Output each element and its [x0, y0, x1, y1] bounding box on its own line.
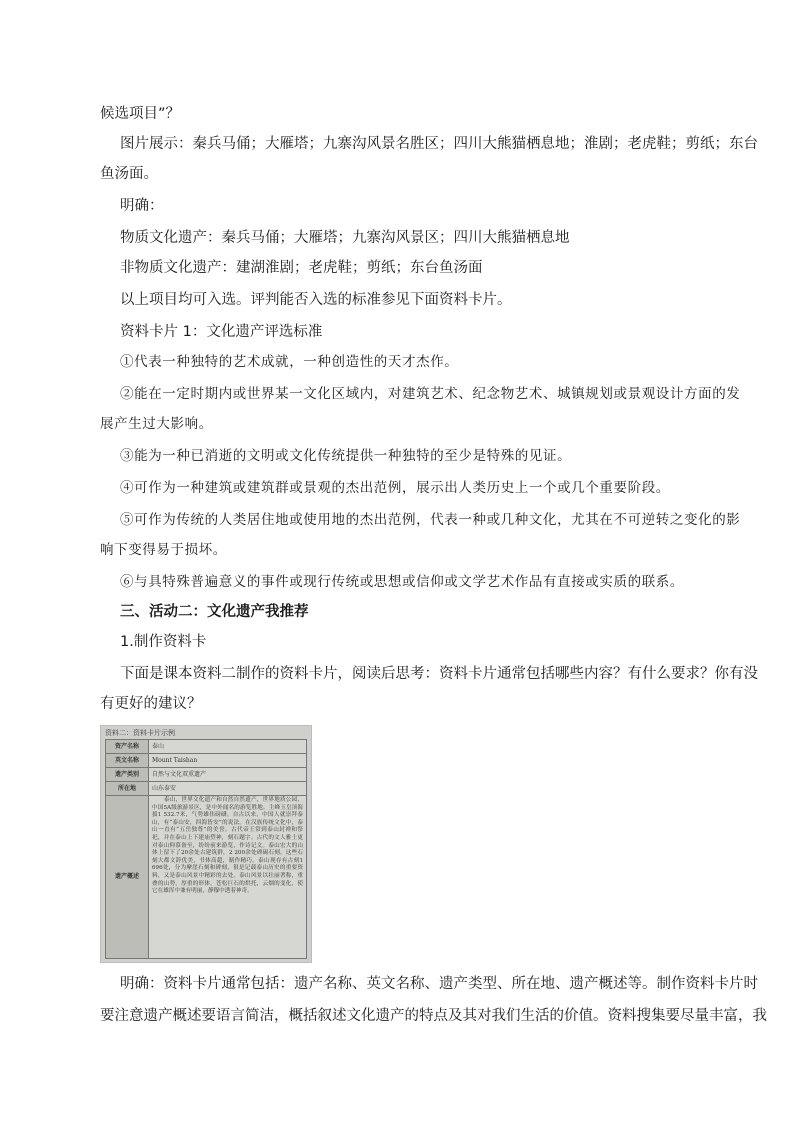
text-line: 非物质文化遗产：建湖淮剧；老虎鞋；剪纸；东台鱼汤面 [120, 260, 483, 276]
text-line: 图片展示：秦兵马俑；大雁塔；九寨沟风景名胜区；四川大熊猫栖息地；淮剧；老虎鞋；剪纸；东台 [120, 136, 758, 152]
card-value: 自然与文化双重遗产 [149, 768, 307, 782]
text-line: 以上项目均可入选。评判能否入选的标准参见下面资料卡片。 [120, 292, 512, 308]
criterion-5-cont: 响下变得易于损坏。 [100, 542, 227, 558]
criterion-5: ⑤可作为传统的人类居住地或使用地的杰出范例，代表一种或几种文化，尤其在不可逆转之变化的影 [120, 512, 741, 528]
criterion-2: ②能在一定时期内或世界某一文化区域内，对建筑艺术、纪念物艺术、城镇规划或景观设计方面的发 [120, 386, 741, 402]
section-heading: 三、活动二：文化遗产我推荐 [120, 604, 309, 620]
card-description: 泰山，世界文化遗产和自然自然遗产，世界地质公园，中国5A级旅游景区，是中外闻名的游览胜地。主峰玉皇顶海拔1 532.7米，气势雄伟磅礴。自古以来，中国人就崇拜泰山，有“泰山安，四海皆安”的说法。在汉族传统文化中，泰山一直有“五岳独尊”的美誉。古代帝王常到泰山封禅和祭祀，并在泰山上下建庙塑神，刻石题字。古代的文人雅士更对泰山仰慕备至，纷纷前来游览，作诗记文。泰山宏大的山体上留下了20余处古建筑群，2 200余处碑碣石刻。这些石刻大都文辞优美，书体高超，制作精巧。泰山现存有古刻1 696处，分为摩崖石刻和碑刻，很是记载泰山历史的重要资料，又是泰山风景中精彩的去处。泰山风景以壮丽著称，重叠的山势，厚重的形体，苍松巨石的烘托，云烟的变化，使它在雄浑中兼有明丽，静穆中透着神奇。 [149, 796, 307, 959]
subsection-heading: 1.制作资料卡 [120, 634, 207, 650]
resource-card-photo [100, 725, 312, 963]
card-value: 山东泰安 [149, 782, 307, 796]
text-line: 物质文化遗产：秦兵马俑；大雁塔；九寨沟风景区；四川大熊猫栖息地 [120, 230, 570, 246]
text-line: 候选项目”？ [100, 106, 181, 122]
card-key: 英文名称 [106, 754, 149, 768]
criterion-2-cont: 展产生过大影响。 [100, 416, 213, 432]
text-line: 下面是课本资料二制作的资料卡片，阅读后思考：资料卡片通常包括哪些内容？有什么要求？你有没 [120, 666, 758, 682]
criterion-4: ④可作为一种建筑或建筑群或景观的杰出范例，展示出人类历史上一个或几个重要阶段。 [120, 480, 670, 496]
card-photo-title: 资料二：资料卡片示例 [105, 729, 175, 737]
card-value: Mount Taishan [149, 754, 307, 768]
criterion-6: ⑥与具特殊普遍意义的事件或现行传统或思想或信仰或文学艺术作品有直接或实质的联系。 [120, 574, 684, 590]
text-line: 要注意遗产概述要语言简洁，概括叙述文化遗产的特点及其对我们生活的价值。资料搜集要尽量丰富，我 [100, 1008, 767, 1024]
card-key: 遗产类别 [106, 768, 149, 782]
text-line: 有更好的建议？ [100, 696, 202, 712]
text-line: 明确：资料卡片通常包括：遗产名称、英文名称、遗产类型、所在地、遗产概述等。制作资料卡片时 [120, 976, 758, 992]
criterion-1: ①代表一种独特的艺术成就，一种创造性的天才杰作。 [120, 354, 459, 370]
card-key: 资产名称 [106, 740, 149, 754]
card-key: 遗产概述 [106, 796, 149, 959]
text-line: 明确： [120, 198, 164, 214]
card-key: 所在地 [106, 782, 149, 796]
card-photo-table [105, 739, 307, 959]
criterion-3: ③能为一种已消逝的文明或文化传统提供一种独特的至少是特殊的见证。 [120, 448, 572, 464]
card-heading: 资料卡片 1：文化遗产评选标准 [120, 324, 323, 340]
text-line: 鱼汤面。 [100, 166, 158, 182]
card-value: 泰山 [149, 740, 307, 754]
